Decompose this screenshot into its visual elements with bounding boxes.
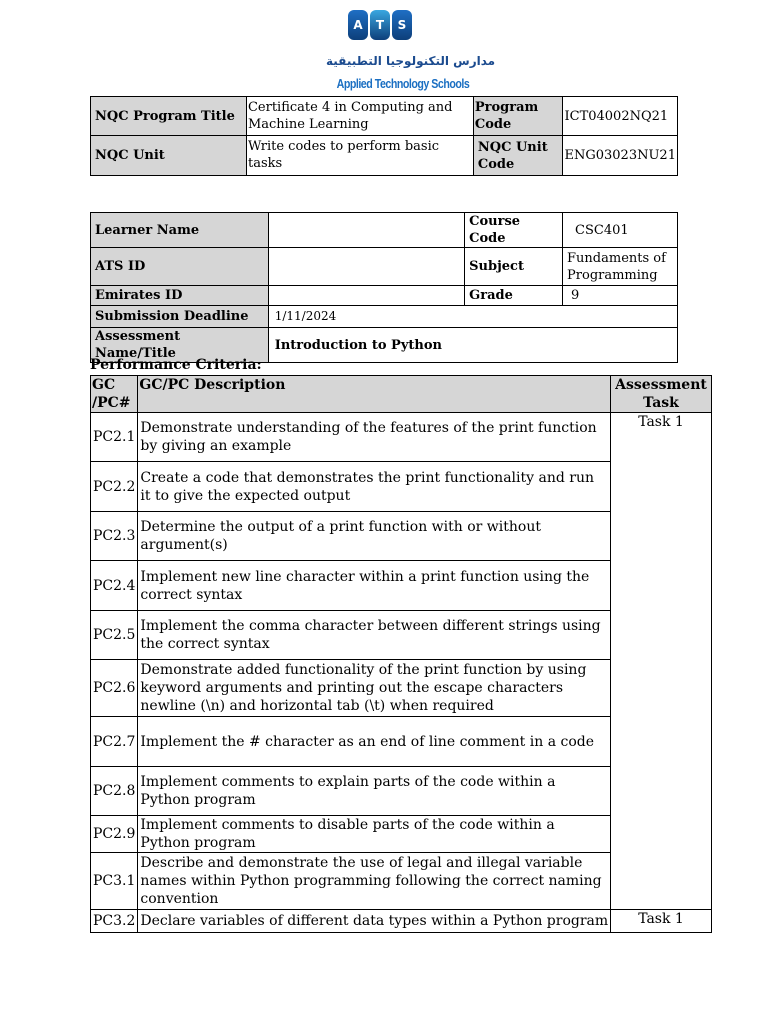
row-code: PC3.2 (91, 910, 138, 933)
logo-letter-t: T (370, 10, 390, 40)
header-code: GC /PC# (91, 376, 138, 413)
program-title-label: NQC Program Title (91, 97, 247, 136)
ats-logo (326, 8, 496, 94)
program-info-table (90, 96, 678, 176)
emirates-id-value (268, 286, 464, 306)
learner-name-label: Learner Name (91, 213, 269, 248)
row-description: Determine the output of a print function with or without argument(s) (138, 512, 611, 561)
unit-code-label: NQC Unit Code (473, 136, 563, 176)
criteria-row (91, 910, 712, 933)
assessment-task-cell: Task 1 (611, 910, 712, 933)
row-code: PC2.5 (91, 611, 138, 660)
ats-logo-blocks (348, 8, 412, 44)
row-code: PC2.9 (91, 816, 138, 853)
row-code: PC3.1 (91, 853, 138, 910)
row-code: PC2.7 (91, 717, 138, 767)
deadline-label: Submission Deadline (91, 306, 269, 328)
ats-id-value (268, 248, 464, 286)
row-description: Implement the # character as an end of line comment in a code (138, 717, 611, 767)
row-code: PC2.2 (91, 462, 138, 512)
logo-letter-a: A (348, 10, 368, 40)
emirates-id-label: Emirates ID (91, 286, 269, 306)
assessment-label: Assessment Name/Title (91, 328, 269, 363)
program-code-label: Program Code (473, 97, 563, 136)
row-description: Implement new line character within a print function using the correct syntax (138, 561, 611, 611)
row-description: Implement comments to explain parts of the code within a Python program (138, 767, 611, 816)
deadline-value: 1/11/2024 (268, 306, 677, 328)
logo-english-name: Applied Technology Schools (336, 76, 470, 91)
row-description: Implement comments to disable parts of the code within a Python program (138, 816, 611, 853)
performance-criteria-table (90, 375, 712, 933)
assessment-task-cell: Task 1 (611, 413, 712, 910)
assessment-value: Introduction to Python (268, 328, 677, 363)
row-description: Declare variables of different data types within a Python program (138, 910, 611, 933)
program-title-value: Certificate 4 in Computing and Machine Learning (246, 97, 473, 136)
logo-letter-s: S (392, 10, 412, 40)
unit-label: NQC Unit (91, 136, 247, 176)
row-description: Demonstrate understanding of the features of the print function by giving an example (138, 413, 611, 462)
performance-criteria-title: Performance Criteria: (90, 357, 262, 373)
row-code: PC2.3 (91, 512, 138, 561)
subject-value: Fundaments of Programming (563, 248, 678, 286)
row-code: PC2.4 (91, 561, 138, 611)
header-description: GC/PC Description (138, 376, 611, 413)
row-description: Describe and demonstrate the use of legal and illegal variable names within Python programming following the correct naming convention (138, 853, 611, 910)
subject-label: Subject (465, 248, 563, 286)
header-task: Assessment Task (611, 376, 712, 413)
ats-id-label: ATS ID (91, 248, 269, 286)
learner-info-table (90, 212, 678, 363)
criteria-row (91, 413, 712, 462)
learner-name-value (268, 213, 464, 248)
row-description: Create a code that demonstrates the print functionality and run it to give the expected output (138, 462, 611, 512)
row-code: PC2.6 (91, 660, 138, 717)
grade-value: 9 (563, 286, 678, 306)
unit-value: Write codes to perform basic tasks (246, 136, 473, 176)
row-description: Demonstrate added functionality of the print function by using keyword arguments and printing out the escape characters newline (\n) and horizontal tab (\t) when required (138, 660, 611, 717)
program-code-value: ICT04002NQ21 (563, 97, 678, 136)
course-code-label: Course Code (465, 213, 563, 248)
unit-code-value: ENG03023NU21 (563, 136, 678, 176)
row-code: PC2.1 (91, 413, 138, 462)
course-code-value: CSC401 (563, 213, 678, 248)
row-description: Implement the comma character between different strings using the correct syntax (138, 611, 611, 660)
row-code: PC2.8 (91, 767, 138, 816)
grade-label: Grade (465, 286, 563, 306)
logo-arabic-name: مدارس التكنولوجيا التطبيقية (326, 54, 496, 68)
